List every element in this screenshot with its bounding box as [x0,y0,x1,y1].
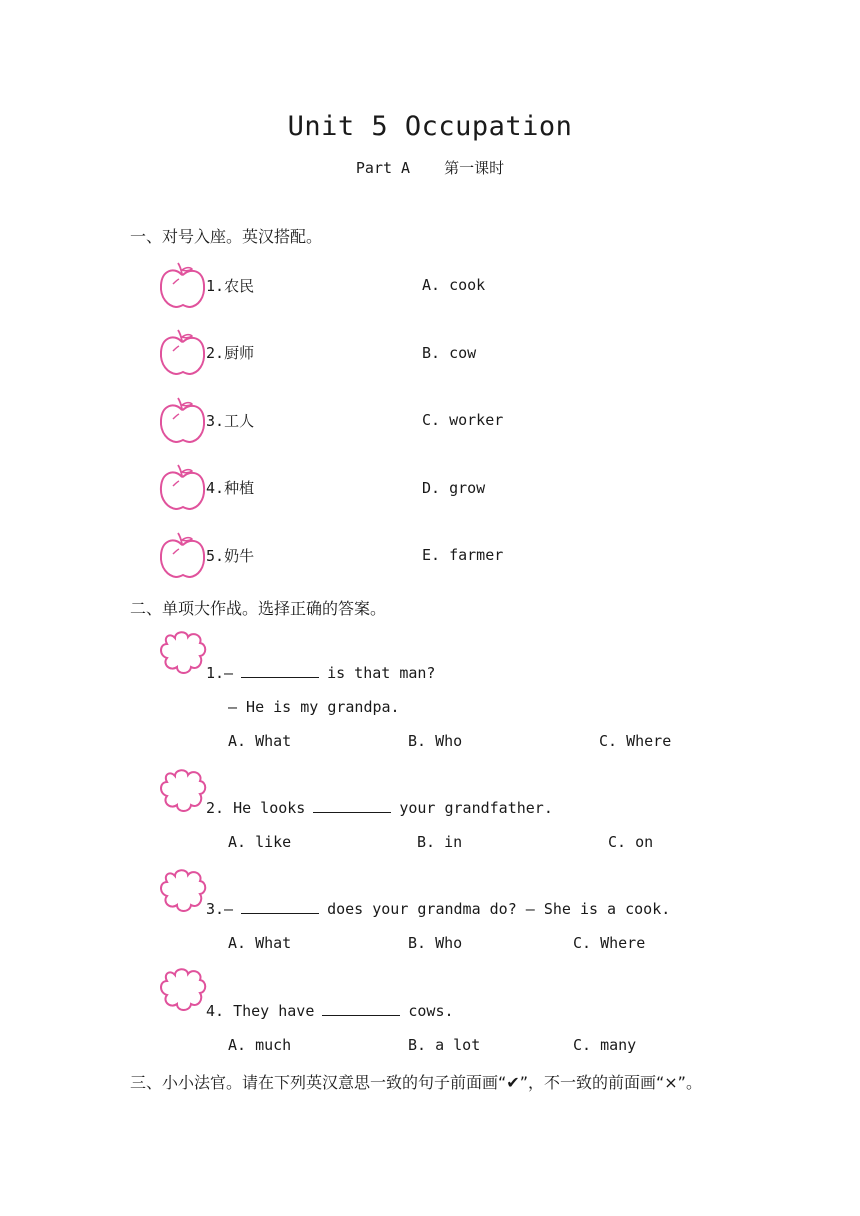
match-item-option: C. worker [422,411,504,429]
choice-c: C. many [573,1036,637,1054]
flower-icon [158,767,208,815]
apple-icon [158,531,208,581]
lesson-label: 第一课时 [444,159,505,177]
match-item-cn: 4.种植 [206,479,255,497]
choice-c: C. Where [573,934,646,952]
flower-icon [158,629,208,677]
flower-icon [158,966,208,1014]
question-3: 3.— does your grandma do? — She is a cook. [206,900,671,918]
match-item-option: D. grow [422,479,486,497]
match-item-option: B. cow [422,344,477,362]
answer-blank [241,663,319,678]
choice-c: C. Where [599,732,672,750]
section2-heading: 二、单项大作战。选择正确的答案。 [130,599,387,618]
apple-icon [158,463,208,513]
question-2: 2. He looks your grandfather. [206,799,553,817]
page-title: Unit 5 Occupation [287,111,573,142]
choice-b: B. Who [408,732,463,750]
apple-icon [158,396,208,446]
choice-a: A. What [228,732,292,750]
section3-heading: 三、小小法官。请在下列英汉意思一致的句子前面画“✔”，不一致的前面画“×”。 [130,1073,702,1092]
choice-a: A. What [228,934,292,952]
match-item-cn: 1.农民 [206,277,255,295]
answer-blank [322,1001,400,1016]
match-item-cn: 5.奶牛 [206,547,255,565]
match-item-option: A. cook [422,276,486,294]
choice-a: A. like [228,833,292,851]
apple-icon [158,261,208,311]
choice-b: B. in [417,833,463,851]
match-item-cn: 3.工人 [206,412,255,430]
question-1: 1.— is that man? [206,664,436,682]
choice-b: B. a lot [408,1036,481,1054]
choice-c: C. on [608,833,654,851]
section1-heading: 一、对号入座。英汉搭配。 [130,227,323,246]
question-4: 4. They have cows. [206,1002,454,1020]
match-item-cn: 2.厨师 [206,344,255,362]
answer-blank [313,798,391,813]
flower-icon [158,867,208,915]
choice-a: A. much [228,1036,292,1054]
apple-icon [158,328,208,378]
match-item-option: E. farmer [422,546,504,564]
answer-blank [241,899,319,914]
part-label: Part A [355,159,411,177]
choice-b: B. Who [408,934,463,952]
question-1-reply: — He is my grandpa. [228,698,400,716]
page-subtitle [0,157,860,178]
